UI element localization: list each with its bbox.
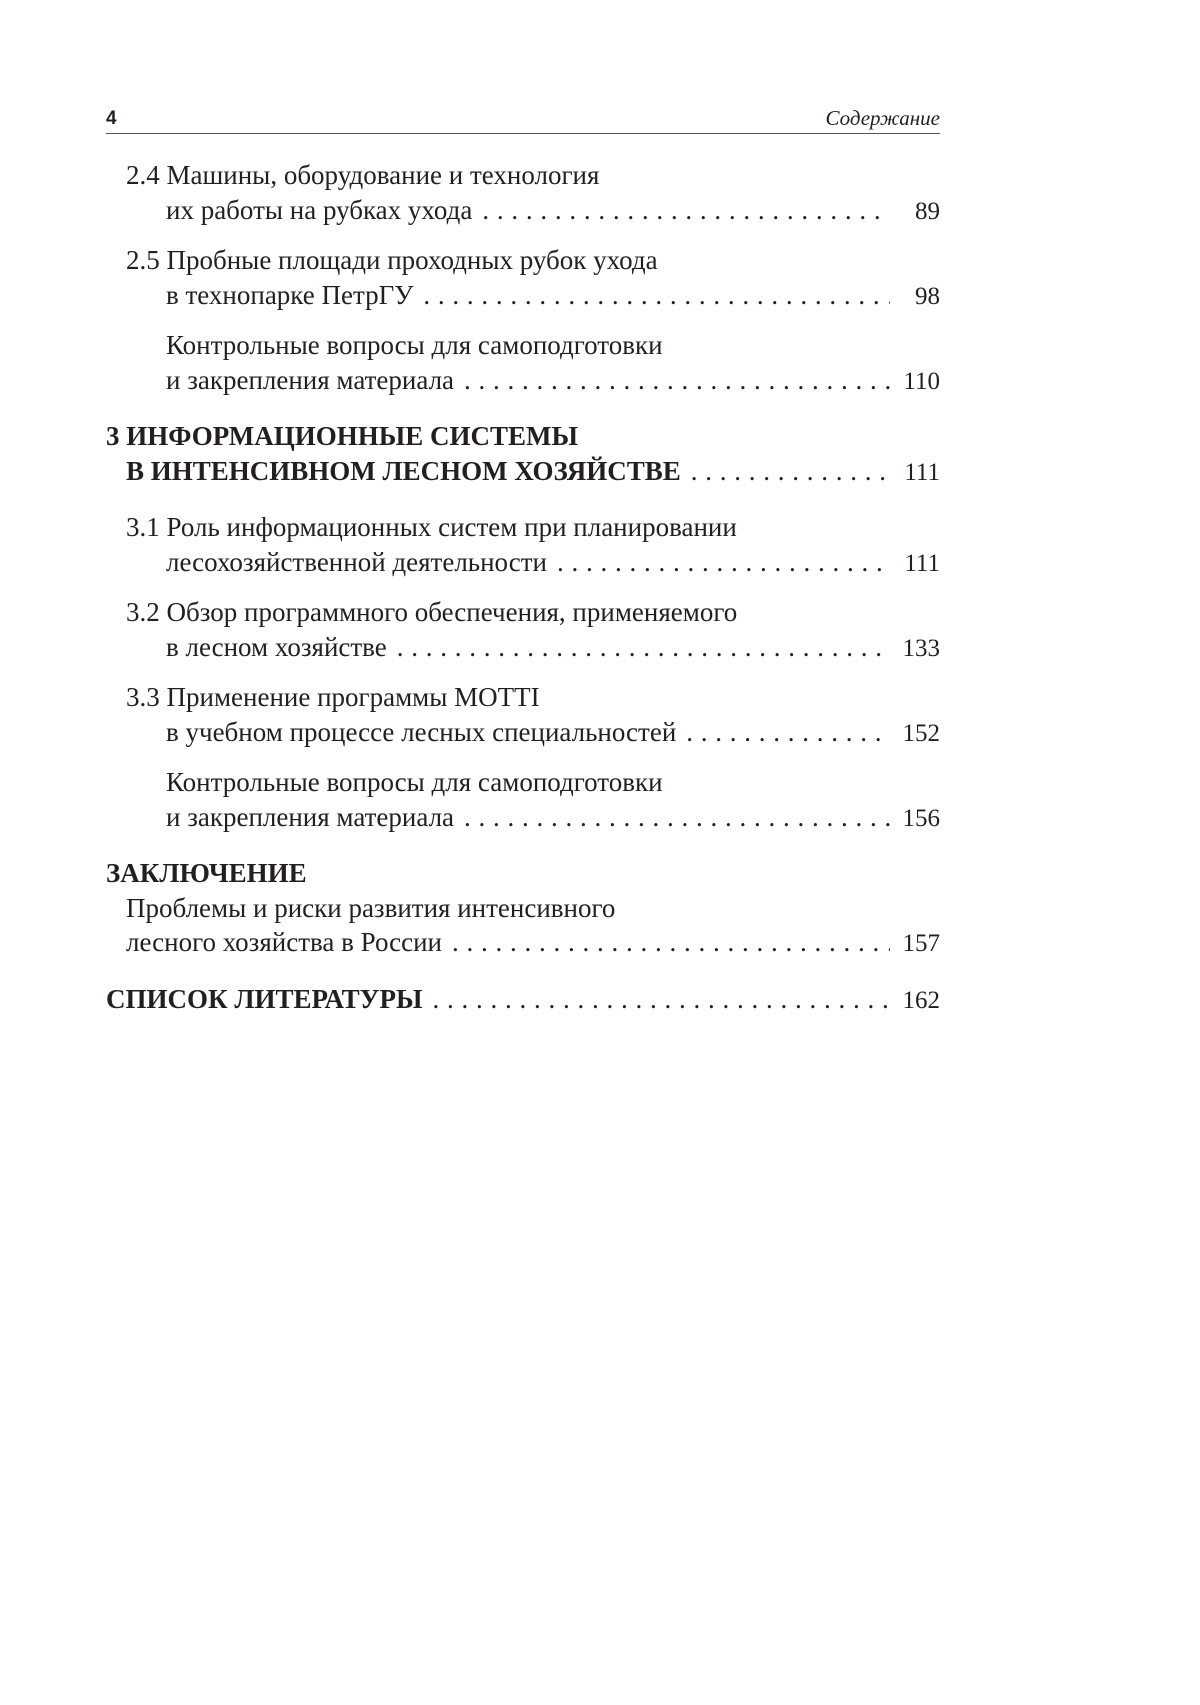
toc-entry-conclusion[interactable] — [106, 856, 940, 962]
toc-references-title: СПИСОК ЛИТЕРАТУРЫ — [106, 983, 423, 1014]
toc-entry-3-2[interactable] — [106, 595, 940, 666]
toc-page-number: 152 — [902, 719, 940, 747]
leader-dots — [691, 454, 890, 489]
leader-dots — [686, 715, 890, 750]
toc-page-number: 133 — [902, 634, 940, 662]
toc-chapter-title-cont: В ИНТЕНСИВНОМ ЛЕСНОМ ХОЗЯЙСТВЕ — [126, 455, 681, 486]
leader-dots — [464, 363, 890, 398]
running-head-title: Содержание — [825, 106, 940, 130]
toc-entry-title: 3.3 Применение программы MOTTI — [126, 682, 540, 712]
toc-entry-references[interactable] — [106, 982, 940, 1019]
book-page — [106, 100, 940, 1018]
toc-entry-title: 2.4 Машины, оборудование и технология — [126, 160, 600, 190]
toc-page-number: 89 — [915, 197, 940, 225]
toc-entry-title-cont: в лесном хозяйстве — [166, 631, 387, 662]
leader-dots — [452, 925, 890, 960]
toc-page-number: 157 — [902, 930, 940, 957]
toc-entry-questions-2[interactable] — [106, 328, 940, 399]
toc-entry-title: 3.2 Обзор программного обеспечения, применяемого — [126, 597, 738, 627]
toc-entry-3-3[interactable] — [106, 680, 940, 751]
toc-page-number: 111 — [904, 549, 940, 577]
toc-entry-title-cont: лесного хозяйства в России — [126, 927, 443, 957]
toc-page-number: 110 — [903, 367, 940, 395]
leader-dots — [464, 800, 890, 835]
toc-entry-title-cont: и закрепления материала — [166, 364, 455, 395]
toc-entry-title-cont: в учебном процессе лесных специальностей — [166, 716, 677, 747]
toc-entry-title-cont: и закрепления материала — [166, 801, 455, 832]
toc-entry-2-5[interactable] — [106, 243, 940, 314]
page-number: 4 — [106, 108, 117, 129]
table-of-contents — [106, 158, 940, 1018]
toc-entry-title: Контрольные вопросы для самоподготовки — [166, 767, 663, 797]
toc-chapter-title: 3 ИНФОРМАЦИОННЫЕ СИСТЕМЫ — [106, 421, 579, 451]
running-head — [106, 100, 940, 134]
toc-entry-questions-3[interactable] — [106, 765, 940, 836]
toc-entry-2-4[interactable] — [106, 158, 940, 229]
toc-page-number: 98 — [915, 282, 940, 310]
toc-entry-title-cont: их работы на рубках ухода — [166, 194, 473, 225]
toc-conclusion-heading: ЗАКЛЮЧЕНИЕ — [106, 858, 307, 888]
toc-entry-title: 3.1 Роль информационных систем при планировании — [126, 512, 737, 542]
leader-dots — [432, 982, 890, 1017]
toc-entry-title: Контрольные вопросы для самоподготовки — [166, 330, 663, 360]
toc-entry-chapter-3[interactable] — [106, 419, 940, 490]
leader-dots — [482, 193, 890, 228]
toc-entry-title: Проблемы и риски развития интенсивного — [126, 892, 616, 923]
toc-entry-title-cont: лесохозяйственной деятельности — [166, 546, 547, 577]
toc-page-number: 162 — [902, 986, 940, 1014]
toc-entry-title-cont: в технопарке ПетрГУ — [166, 279, 414, 310]
leader-dots — [423, 278, 890, 313]
toc-entry-title: 2.5 Пробные площади проходных рубок ухода — [126, 245, 658, 275]
toc-entry-3-1[interactable] — [106, 510, 940, 581]
leader-dots — [557, 545, 890, 580]
toc-page-number: 156 — [902, 804, 940, 832]
toc-page-number: 111 — [904, 458, 940, 486]
leader-dots — [397, 630, 890, 665]
